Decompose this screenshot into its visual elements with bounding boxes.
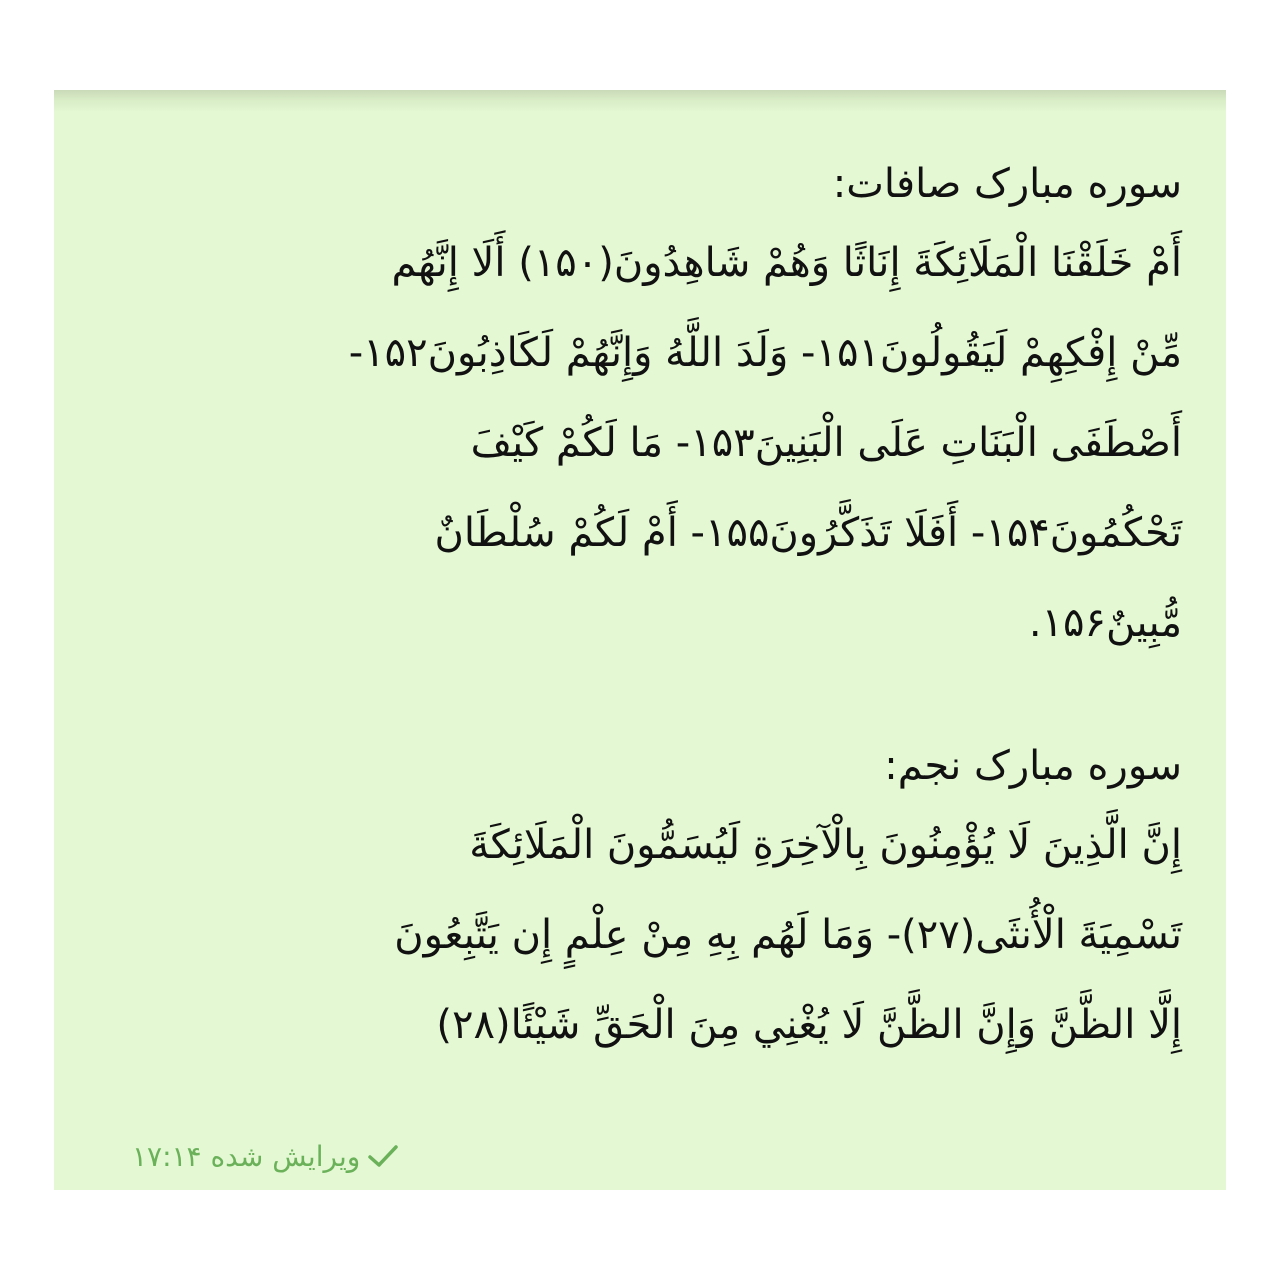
- section-spacer: [114, 668, 1182, 736]
- message-content: [114, 154, 1182, 1070]
- verse-line: أَمْ خَلَقْنَا الْمَلَائِكَةَ إِنَاثًا وَهُمْ شَاهِدُونَ(۱۵۰) أَلَا إِنَّهُم: [391, 240, 1182, 286]
- edited-timestamp: ویرایش شده ۱۷:۱۴: [132, 1139, 361, 1173]
- message-footer: [132, 1136, 400, 1176]
- message-bubble[interactable]: [54, 90, 1226, 1190]
- section-title-najm: سوره مبارک نجم:: [884, 743, 1182, 789]
- verse-line: إِلَّا الظَّنَّ وَإِنَّ الظَّنَّ لَا يُغْنِي مِنَ الْحَقِّ شَيْئًا(۲۸): [436, 1002, 1182, 1048]
- verse-line: مِّنْ إِفْكِهِمْ لَيَقُولُونَ۱۵۱- وَلَدَ اللَّهُ وَإِنَّهُمْ لَكَاذِبُونَ۱۵۲-: [348, 330, 1182, 376]
- verse-line: أَصْطَفَى الْبَنَاتِ عَلَى الْبَنِينَ۱۵۳- مَا لَكُمْ كَيْفَ: [470, 420, 1182, 466]
- verses-najm: [114, 800, 1182, 1070]
- bubble-top-edge: [54, 90, 1226, 112]
- verse-line: تَسْمِيَةَ الْأُنثَى(۲۷)- وَمَا لَهُم بِهِ مِنْ عِلْمٍ إِن يَتَّبِعُونَ: [394, 912, 1182, 958]
- verse-line: مُّبِينٌ۱۵۶.: [1028, 600, 1182, 646]
- verse-line: تَحْكُمُونَ۱۵۴- أَفَلَا تَذَكَّرُونَ۱۵۵- أَمْ لَكُمْ سُلْطَانٌ: [434, 510, 1182, 556]
- section-title-saffat: سوره مبارک صافات:: [832, 161, 1182, 207]
- verses-saffat: [114, 218, 1182, 668]
- check-icon: [366, 1142, 400, 1170]
- verse-line: إِنَّ الَّذِينَ لَا يُؤْمِنُونَ بِالْآخِرَةِ لَيُسَمُّونَ الْمَلَائِكَةَ: [469, 822, 1182, 868]
